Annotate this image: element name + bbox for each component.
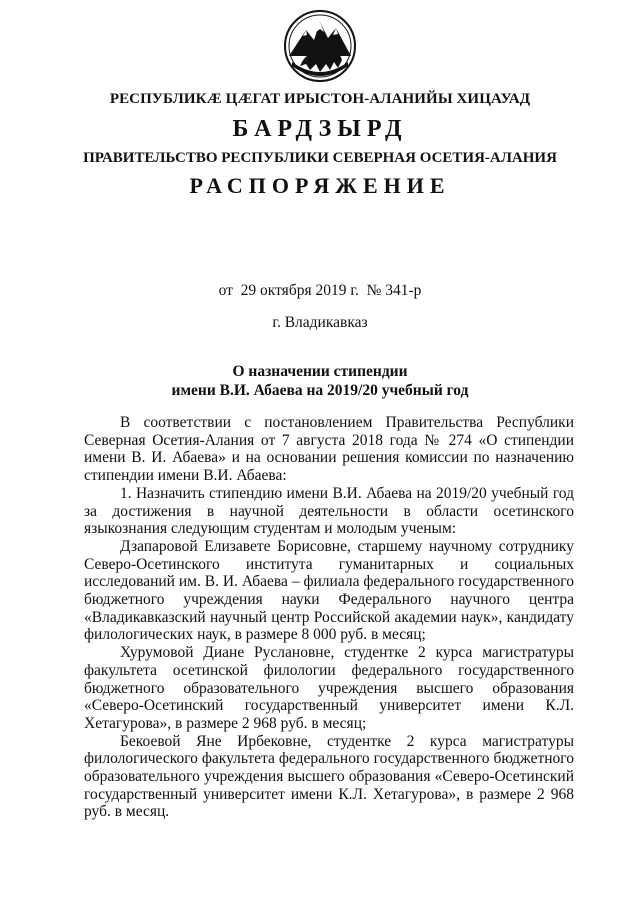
document-body — [84, 414, 574, 821]
body-paragraph-preamble: В соответствии с постановлением Правительства Республики Северная Осетия-Алания от 7 августа 2018 года № 274 «О стипендии имени В. И. Абаева» и на основании решения комиссии по назначению стипендии имени В.И. Абаева: — [84, 414, 574, 485]
header-ossetian-government-line: РЕСПУБЛИКӔ ЦӔГАТ ИРЫСТОН-АЛАНИЙЫ ХИЦАУАД — [109, 91, 531, 107]
document-city: г. Владикавказ — [272, 314, 368, 331]
document-subject-line-2: имени В.И. Абаева на 2019/20 учебный год — [171, 382, 469, 399]
body-paragraph-item-1: 1. Назначить стипендию имени В.И. Абаева на 2019/20 учебный год за достижения в научной деятельности в области осетинского языкознания следующим студентам и молодым ученым: — [84, 484, 574, 538]
document-subject-line-1: О назначении стипендии — [232, 363, 408, 380]
document-date-number: от 29 октября 2019 г. № 341-р — [218, 282, 422, 299]
document-subject — [0, 362, 640, 400]
body-paragraph-recipient-1: Дзапаровой Елизавете Борисовне, старшему научному сотруднику Северо-Осетинского института гуманитарных и социальных исследований им. В. И. Абаева – филиала федерального государственного бюджетного учреждения науки Федерального научного центра «Владикавказский научный центр Российской академии наук», кандидату филологических наук, в размере 8 000 руб. в месяц; — [84, 537, 574, 644]
header-russian-title: РАСПОРЯЖЕНИЕ — [189, 173, 451, 198]
body-paragraph-recipient-2: Хурумовой Диане Руслановне, студентке 2 курса магистратуры факультета осетинской филологии федерального государственного бюджетного образовательного учреждения высшего образования «Северо-Осетинский государственный университет имени К.Л. Хетагурова», в размере 2 968 руб. в месяц; — [84, 644, 574, 732]
body-paragraph-recipient-3: Бекоевой Яне Ирбековне, студентке 2 курса магистратуры филологического факультета федерального государственного бюджетного образовательного учреждения высшего образования «Северо-Осетинский государственный университет имени К.Л. Хетагурова», в размере 2 968 руб. в месяц. — [84, 732, 574, 821]
header-ossetian-title: БАРДЗЫРД — [232, 116, 408, 142]
coat-of-arms-emblem-icon — [276, 8, 364, 84]
header-russian-government-line: ПРАВИТЕЛЬСТВО РЕСПУБЛИКИ СЕВЕРНАЯ ОСЕТИЯ-АЛАНИЯ — [83, 150, 557, 166]
